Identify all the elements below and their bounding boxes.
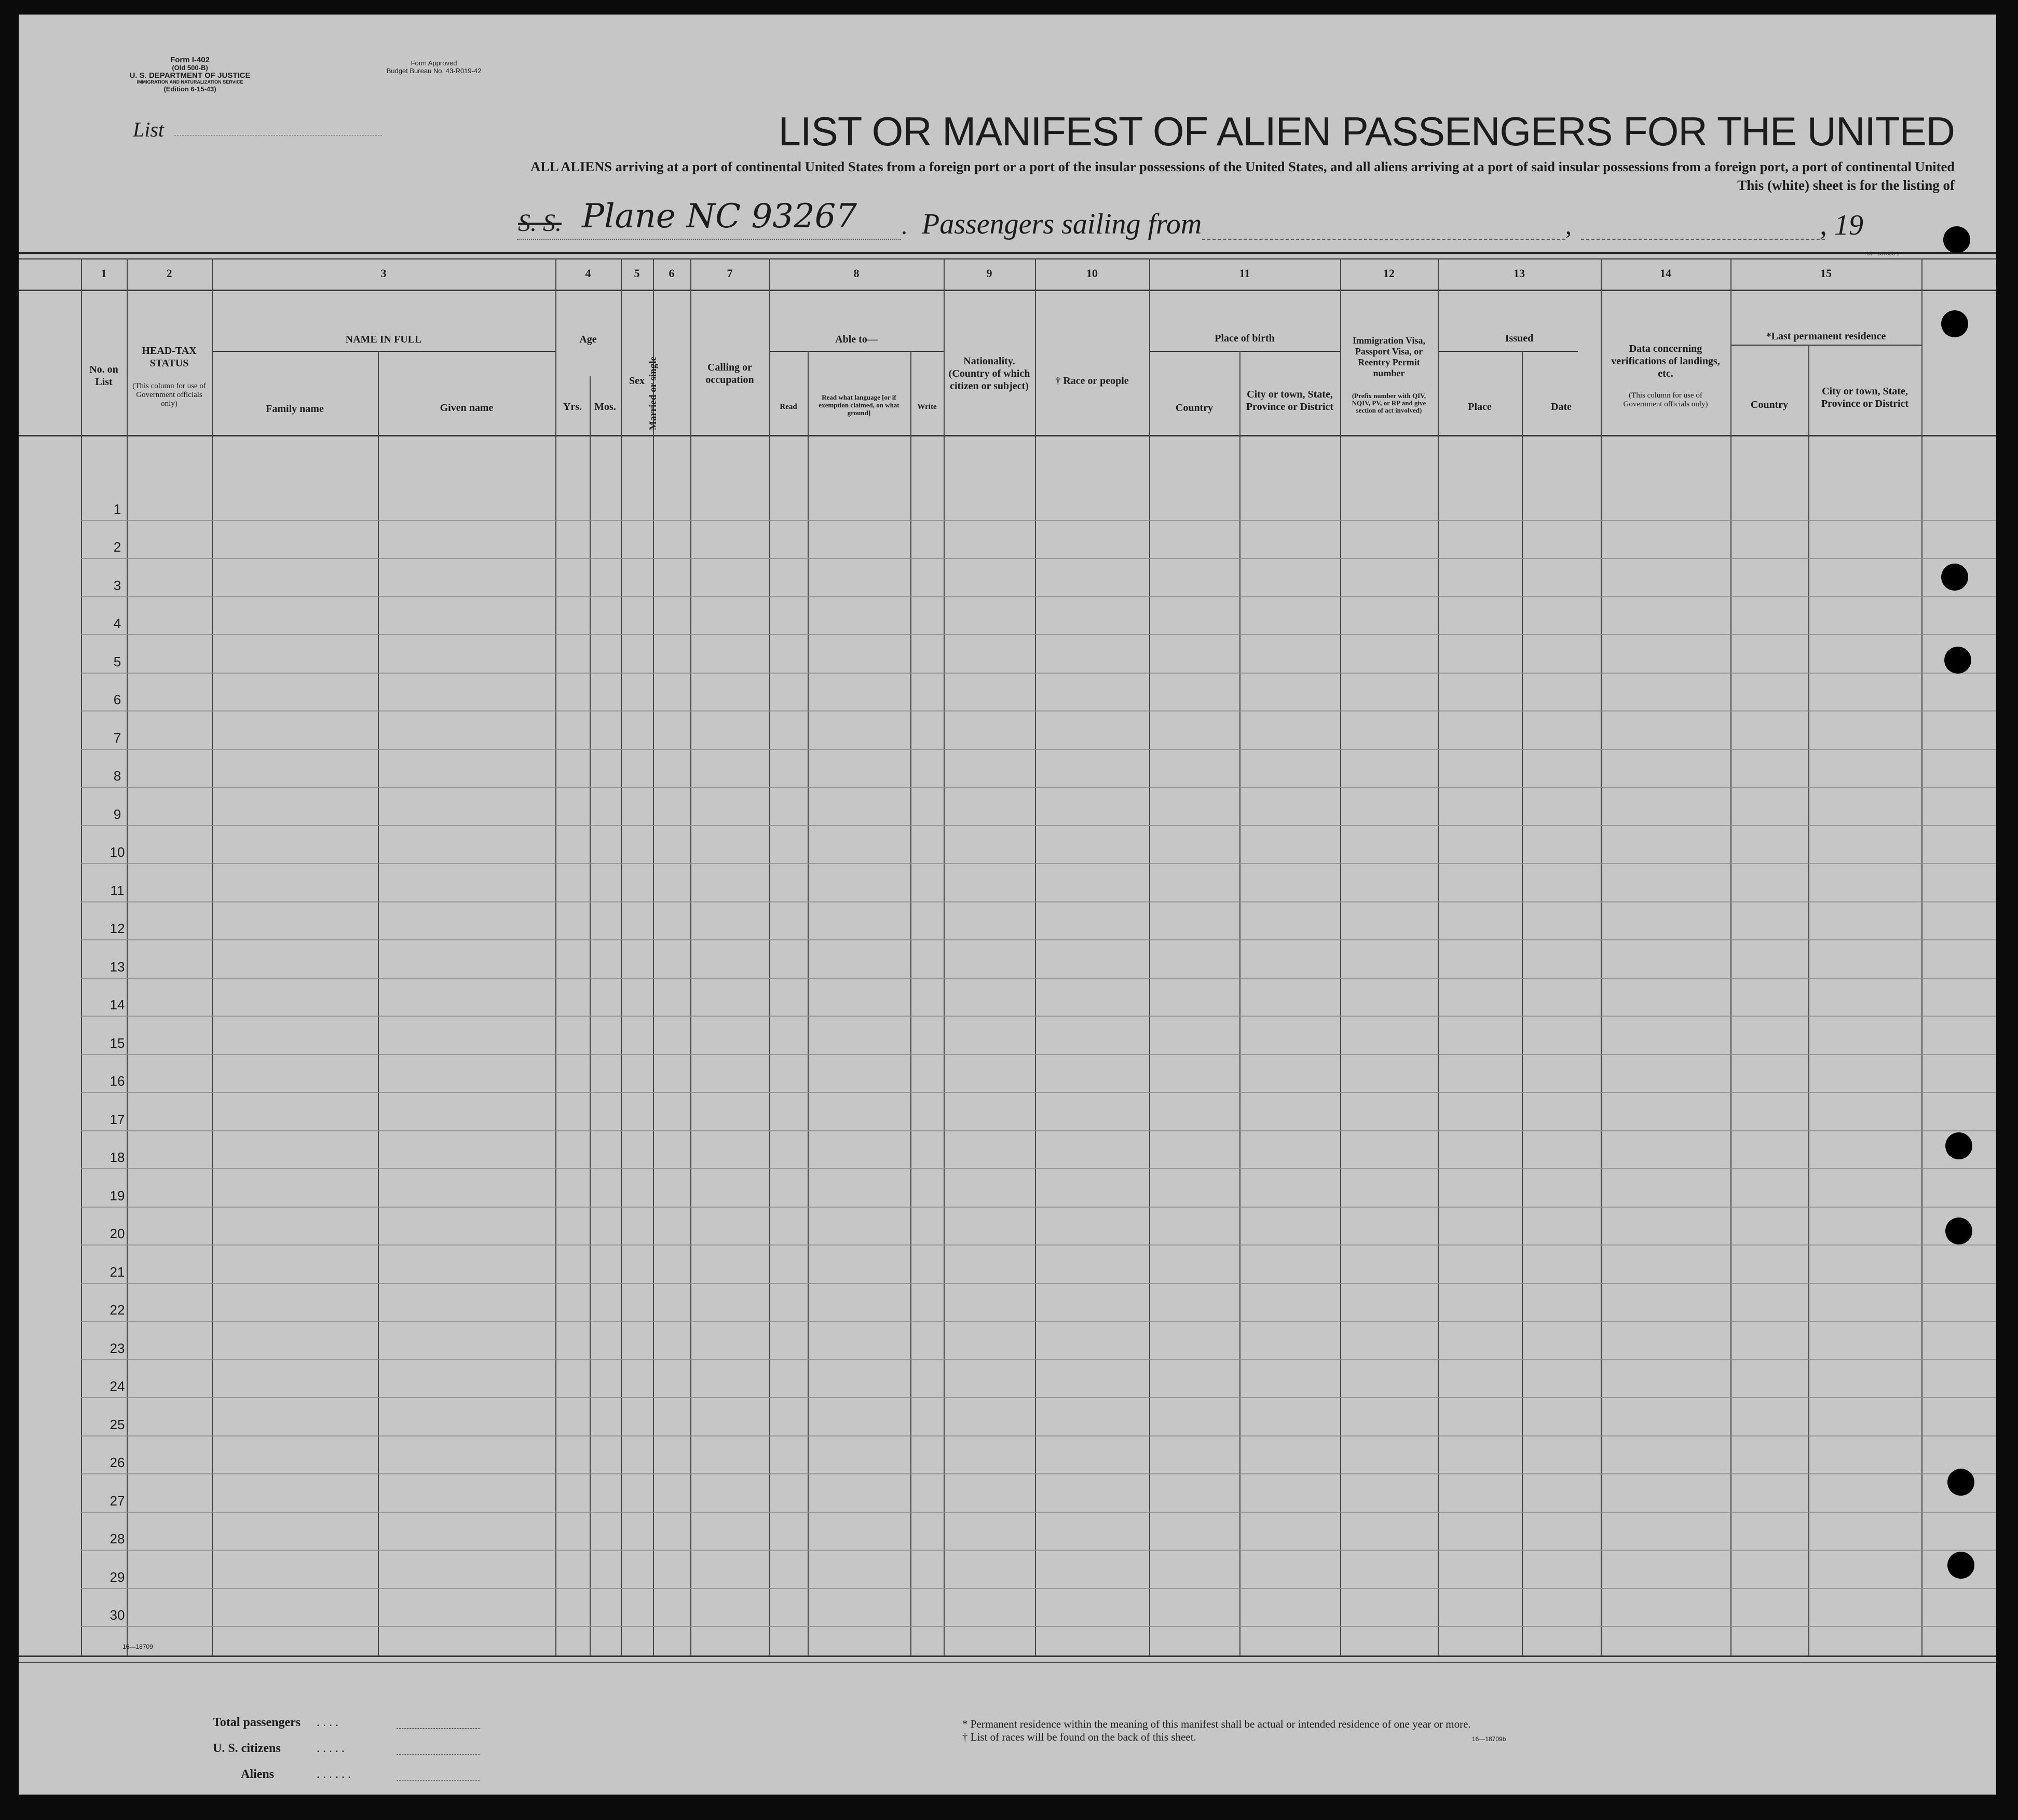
no-on-list-header: No. on List (89, 364, 118, 388)
row-number: 20 (110, 1226, 125, 1241)
form-approved: Form Approved (411, 59, 457, 67)
col-num-5: 5 (634, 267, 640, 280)
row-number: 9 (113, 806, 121, 822)
aliens-row (213, 1768, 483, 1794)
nationality-header: Nationality. (Country of which citizen or subject) (948, 355, 1030, 392)
punch-hole (1947, 1552, 1974, 1579)
punch-hole (1945, 1217, 1972, 1244)
race-header: † Race or people (1055, 375, 1129, 387)
city-town2-header: City or town, State, Province or District (1821, 386, 1909, 409)
footer-code: 16—18709b (1472, 1735, 1506, 1743)
row-number: 10 (110, 844, 125, 860)
us-citizens-field[interactable] (397, 1754, 480, 1755)
col-num-1: 1 (101, 267, 107, 280)
data-concerning-header: Data concerning verifications of landings, etc. (1611, 343, 1720, 379)
list-label: List (133, 118, 165, 141)
row-number: 7 (113, 730, 121, 746)
row-number: 15 (110, 1035, 125, 1051)
calling-header: Calling or occupation (705, 362, 754, 386)
visa-header: Immigration Visa, Passport Visa, or Reentry Permit number (1352, 335, 1425, 378)
row-number: 21 (110, 1264, 125, 1280)
footer-totals (213, 1716, 483, 1794)
row-number: 5 (113, 654, 121, 669)
total-passengers-field[interactable] (397, 1728, 480, 1729)
read-language-header: Read what language [or if exemption claimed, on what ground] (819, 393, 899, 417)
col-num-11: 11 (1239, 267, 1250, 280)
punch-hole (1943, 226, 1970, 253)
row-number: 29 (110, 1569, 125, 1585)
punch-hole (1945, 1132, 1972, 1159)
col-num-7: 7 (727, 267, 733, 280)
row-number: 26 (110, 1455, 125, 1470)
punch-hole (1947, 1469, 1974, 1496)
us-citizens-label: U. S. citizens (213, 1742, 281, 1755)
manifest-sheet (19, 15, 1996, 1795)
punch-hole (1941, 564, 1968, 591)
row-number: 18 (110, 1150, 125, 1165)
head-tax-header: HEAD-TAX STATUS (142, 345, 197, 369)
row-number: 2 (113, 539, 121, 555)
us-citizens-row (213, 1742, 483, 1768)
dots: . . . . . . (317, 1768, 351, 1781)
write-header: Write (917, 403, 937, 411)
col-num-9: 9 (986, 267, 992, 280)
row-number: 23 (110, 1340, 125, 1356)
read-header: Read (780, 403, 797, 411)
punch-hole (1941, 310, 1968, 337)
row-number: 17 (110, 1112, 125, 1127)
aliens-field[interactable] (397, 1780, 480, 1781)
dots: . . . . (317, 1716, 338, 1729)
row-number: 30 (110, 1607, 125, 1623)
row-number: 11 (110, 883, 125, 898)
period: . (901, 212, 907, 240)
place-of-birth-header: Place of birth (1215, 333, 1275, 344)
data-concerning-note: (This column for use of Government officials only) (1623, 391, 1708, 408)
total-passengers-row (213, 1716, 483, 1742)
subtitle-line1: ALL ALIENS arriving at a port of continental United States from a foreign port or a port of the insular possessions of the United States, and all aliens arriving at a port of said insular possessions from a foreign port, a port of continental United (530, 159, 1955, 174)
yrs-header: Yrs. (563, 401, 582, 413)
aliens-label: Aliens (241, 1768, 275, 1781)
form-old: (Old 500-B) (172, 64, 208, 72)
col-num-12: 12 (1383, 267, 1395, 280)
col-num-3: 3 (380, 267, 387, 280)
form-edition: (Edition 6-15-43) (163, 85, 216, 93)
col-num-2: 2 (166, 267, 172, 280)
head-tax-note: (This column for use of Government officials only) (132, 382, 206, 408)
row-number: 3 (113, 578, 121, 593)
married-header: Married or single (648, 356, 659, 431)
col-num-4: 4 (585, 267, 591, 280)
place-header: Place (1468, 401, 1492, 413)
year-label: , 19 (1820, 209, 1863, 241)
subtitle-line2: This (white) sheet is for the listing of (1737, 177, 1955, 193)
col-num-15: 15 (1820, 267, 1832, 280)
row-number: 12 (110, 921, 125, 936)
row-number: 27 (110, 1493, 125, 1509)
page-title: LIST OR MANIFEST OF ALIEN PASSENGERS FOR THE UNITED (778, 108, 1955, 154)
able-to-header: Able to— (835, 334, 878, 345)
row-number: 16 (110, 1073, 125, 1089)
col-num-8: 8 (853, 267, 860, 280)
row-number: 28 (110, 1531, 125, 1547)
family-name-header: Family name (266, 403, 324, 415)
manifest-table (19, 15, 1996, 1795)
mos-header: Mos. (594, 401, 616, 413)
form-number: Form I-402 (170, 56, 210, 64)
budget-number: Budget Bureau No. 43-R019-42 (386, 67, 482, 75)
row-rules (19, 15, 1996, 1795)
footnotes (962, 1718, 1637, 1744)
col-num-13: 13 (1514, 267, 1525, 280)
sailing-label: Passengers sailing from (922, 208, 1202, 240)
col-num-14: 14 (1660, 267, 1671, 280)
row-number: 6 (113, 692, 121, 707)
row-number: 19 (110, 1188, 125, 1203)
country2-header: Country (1750, 399, 1789, 410)
name-in-full-header: NAME IN FULL (345, 334, 422, 345)
total-passengers-label: Total passengers (213, 1716, 301, 1729)
footnote-races: † List of races will be found on the back of this sheet. (962, 1731, 1196, 1743)
footnote-residence: * Permanent residence within the meaning of this manifest shall be actual or intended residence of one year or more. (962, 1718, 1471, 1730)
col-num-6: 6 (669, 267, 675, 280)
row-number: 22 (110, 1302, 125, 1318)
date-header: Date (1551, 401, 1572, 413)
given-name-header: Given name (440, 402, 494, 414)
row-number: 24 (110, 1378, 125, 1394)
city-town-header: City or town, State, Province or District (1246, 389, 1334, 413)
corner-code: 16—18709b-1 (1866, 251, 1900, 257)
row-number: 13 (110, 959, 125, 975)
row-number: 1 (113, 501, 121, 517)
row-number: 25 (110, 1417, 125, 1432)
sex-header: Sex (629, 375, 645, 387)
visa-note: (Prefix number with QIV, NQIV, PV, or RP and give section of act involved) (1352, 392, 1426, 414)
row-number: 14 (110, 997, 125, 1012)
punch-hole (1944, 647, 1971, 674)
row-number: 4 (113, 615, 121, 631)
form-service: IMMIGRATION AND NATURALIZATION SERVICE (137, 79, 243, 85)
vessel-handwritten: Plane NC 93267 (582, 197, 857, 236)
table-code: 16—18709 (122, 1643, 153, 1650)
row-number: 8 (113, 768, 121, 784)
issued-header: Issued (1505, 333, 1534, 344)
last-residence-header: *Last permanent residence (1766, 331, 1886, 342)
col-num-10: 10 (1086, 267, 1098, 280)
comma: , (1565, 212, 1572, 240)
vessel-struck: S. S. (518, 209, 562, 237)
form-dept: U. S. DEPARTMENT OF JUSTICE (129, 71, 251, 80)
age-header: Age (579, 334, 597, 345)
country-header: Country (1175, 402, 1213, 414)
dots: . . . . . (317, 1742, 345, 1755)
